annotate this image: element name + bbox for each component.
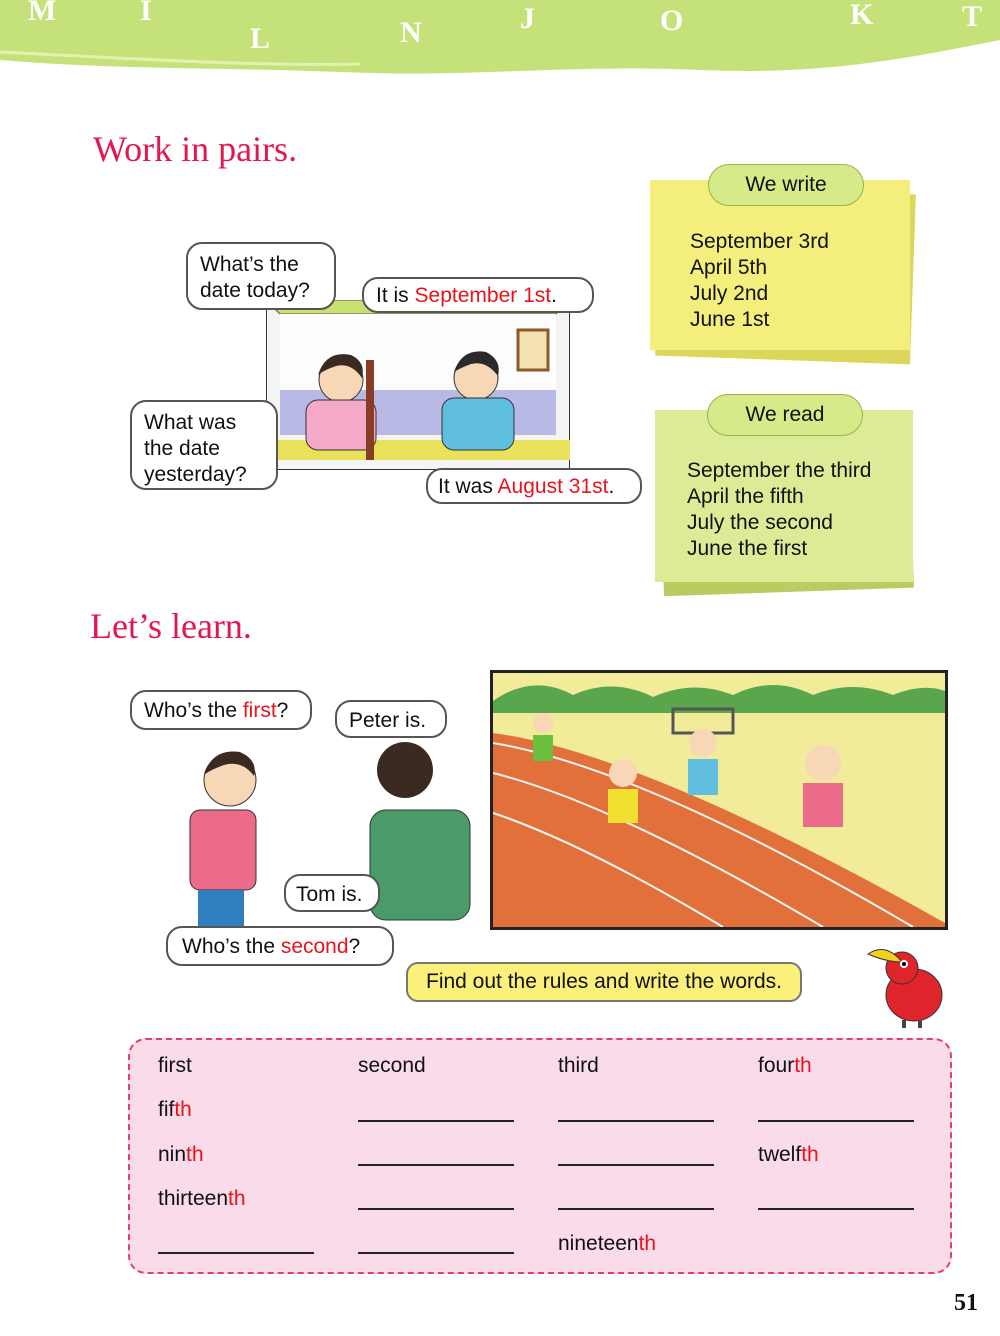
ordinal-word (158, 1187, 246, 1211)
we-write-line: April 5th (690, 256, 768, 279)
instruction-bubble: Find out the rules and write the words. (406, 962, 802, 1002)
we-write-tag: We write (708, 164, 864, 206)
answer-blank[interactable] (158, 1252, 314, 1254)
we-read-tag: We read (707, 394, 863, 436)
we-write-line: July 2nd (690, 282, 769, 305)
ordinal-word (158, 1098, 192, 1122)
ordinal-word (558, 1232, 656, 1256)
answer-blank[interactable] (558, 1120, 714, 1122)
banner-letter: N (400, 16, 422, 49)
we-write-line: September 3rd (690, 230, 829, 253)
bubble-text: ? (348, 935, 361, 958)
ordinal-word (758, 1054, 812, 1078)
ordinal-word: second (358, 1054, 426, 1077)
ordinal-word: third (558, 1054, 599, 1077)
speech-bubble-date-yesterday: What was the date yesterday? (130, 400, 278, 490)
we-read-note (655, 403, 917, 590)
word-stem: four (758, 1054, 795, 1077)
word-suffix: th (638, 1232, 657, 1255)
word-suffix: th (174, 1098, 192, 1121)
we-read-line: April the fifth (687, 485, 804, 508)
banner-letter: J (520, 2, 535, 35)
top-banner (0, 0, 1000, 80)
heading-work-in-pairs: Work in pairs. (93, 129, 298, 169)
heading-lets-learn: Let’s learn. (90, 606, 252, 646)
bubble-text: . (551, 284, 557, 307)
bubble-highlight: September 1st (414, 284, 552, 307)
page-number: 51 (954, 1290, 978, 1316)
bubble-text: . (608, 475, 615, 498)
answer-blank[interactable] (558, 1208, 714, 1210)
answer-blank[interactable] (358, 1120, 514, 1122)
speech-bubble-it-is (362, 277, 594, 313)
answer-blank[interactable] (358, 1164, 514, 1166)
bubble-highlight: second (280, 935, 349, 958)
answer-blank[interactable] (758, 1120, 914, 1122)
word-stem: thirteen (158, 1187, 229, 1210)
bubble-text: It is (376, 284, 415, 307)
banner-letter: T (962, 0, 983, 33)
answer-blank[interactable] (358, 1208, 514, 1210)
bubble-highlight: August 31st (497, 475, 609, 498)
banner-letter: O (660, 4, 684, 37)
bubble-text: Who’s the (144, 699, 243, 722)
banner-letter: K (850, 0, 874, 31)
ordinals-panel (128, 1038, 952, 1274)
speech-bubble-who-first (130, 690, 312, 730)
ordinal-word (158, 1143, 204, 1167)
bubble-text: Who’s the (182, 935, 281, 958)
bubble-text: ? (276, 699, 289, 722)
word-suffix: th (794, 1054, 812, 1077)
we-read-line: July the second (687, 511, 833, 534)
bubble-highlight: first (242, 699, 277, 722)
bubble-text: It was (438, 475, 498, 498)
word-stem: twelf (758, 1143, 802, 1166)
speech-bubble-date-today: What’s the date today? (186, 242, 336, 310)
ordinal-word: first (158, 1054, 192, 1077)
answer-blank[interactable] (758, 1208, 914, 1210)
word-stem: nineteen (558, 1232, 639, 1255)
ordinal-word (758, 1143, 819, 1167)
word-suffix: th (801, 1143, 819, 1166)
race-illustration (490, 670, 948, 930)
word-suffix: th (228, 1187, 246, 1210)
word-suffix: th (186, 1143, 204, 1166)
banner-letter: L (250, 22, 271, 55)
banner-letter: I (140, 0, 152, 27)
speech-bubble-who-second (166, 926, 394, 966)
parrot-mascot-icon (862, 940, 952, 1030)
word-stem: nin (158, 1143, 187, 1166)
speech-bubble-peter-is: Peter is. (335, 700, 447, 738)
speech-bubble-tom-is: Tom is. (284, 874, 380, 912)
we-write-line: June 1st (690, 308, 770, 331)
we-read-line: June the first (687, 537, 808, 560)
classroom-illustration (266, 300, 570, 470)
we-read-line: September the third (687, 459, 872, 482)
answer-blank[interactable] (558, 1164, 714, 1166)
we-write-note (650, 173, 918, 358)
word-stem: fif (158, 1098, 175, 1121)
answer-blank[interactable] (358, 1252, 514, 1254)
speech-bubble-it-was (426, 468, 642, 504)
banner-letter: M (28, 0, 57, 27)
